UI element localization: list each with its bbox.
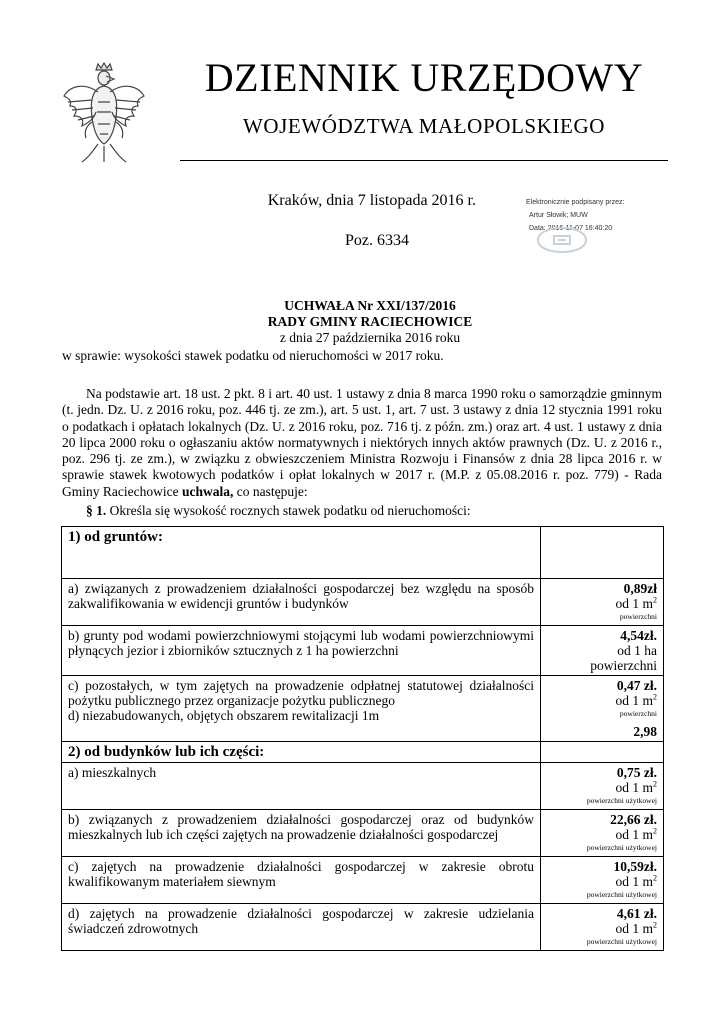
row-description: d) zajętych na prowadzenie działalności gospodarczej w zakresie udzielania świadczeń zdrowotnych <box>62 904 541 951</box>
row-unit-note: powierzchni użytkowej <box>586 843 657 852</box>
row-unit-note: powierzchni <box>619 612 657 621</box>
row-unit-note: powierzchni <box>619 709 657 718</box>
resolution-heading <box>220 298 520 346</box>
row-amount: 10,59zł. <box>613 859 657 874</box>
journal-title: DZIENNIK URZĘDOWY <box>204 55 644 100</box>
resolution-number: UCHWAŁA Nr XXI/137/2016 <box>284 298 456 313</box>
paragraph-1-text: Określa się wysokość rocznych stawek podatku od nieruchomości: <box>106 503 471 518</box>
row-unit: od 1 m <box>615 874 653 889</box>
resolution-council: RADY GMINY RACIECHOWICE <box>267 314 473 329</box>
row-unit: od 1 ha <box>617 643 657 658</box>
section-1-header: 1) od gruntów: <box>68 529 164 545</box>
journal-subtitle: WOJEWÓDZTWA MAŁOPOLSKIEGO <box>242 114 606 138</box>
table-row <box>62 579 664 626</box>
row-description: b) związanych z prowadzeniem działalności gospodarczej oraz od budynków mieszkalnych lub ich części zajętych na prowadzenie działalności gospodarczej <box>62 810 541 857</box>
row-description-d: d) niezabudowanych, objętych obszarem rewitalizacji 1m <box>68 708 380 723</box>
row-description: b) grunty pod wodami powierzchniowymi stojącymi lub wodami powierzchniowymi płynących jezior i zbiorników sztucznych z 1 ha powierzchni <box>62 626 541 676</box>
table-section-header <box>62 527 664 579</box>
row-unit-note: powierzchni <box>590 658 657 673</box>
signature-label: Elektronicznie podpisany przez: <box>526 199 625 206</box>
legal-basis-paragraph <box>62 386 662 500</box>
coat-of-arms-eagle-icon <box>62 62 146 164</box>
row-unit-exponent: 2 <box>653 779 657 789</box>
tax-rates-table <box>61 526 664 951</box>
resolution-date: z dnia 27 października 2016 roku <box>279 330 461 345</box>
row-amount: 22,66 zł. <box>610 812 657 827</box>
row-amount: 0,47 zł. <box>616 678 657 693</box>
row-amount: 4,54zł. <box>620 628 657 643</box>
table-row <box>62 810 664 857</box>
signature-signer: Artur Słowik; MUW <box>529 212 588 219</box>
row-unit-note: powierzchni użytkowej <box>586 796 657 805</box>
row-amount: 4,61 zł. <box>616 906 657 921</box>
row-unit-exponent: 2 <box>653 873 657 883</box>
signature-date: Data: 2016-11-07 16:40:20 <box>529 225 613 232</box>
row-amount: 0,75 zł. <box>616 765 657 780</box>
section-2-header: 2) od budynków lub ich części: <box>68 744 265 760</box>
table-section-header <box>62 742 664 763</box>
legal-basis-text: Na podstawie art. 18 ust. 2 pkt. 8 i art. 40 ust. 1 ustawy z dnia 8 marca 1990 roku o samorządzie gminnym (t. jedn. Dz. U. z 2016 roku, poz. 446 tj. ze zm.), art. 5 ust. 1, art. 7 ust. 3 ustawy z dnia 12 stycznia 1991 roku o podatkach i opłatach lokalnych (Dz. U. z 2016 roku, poz. 716 tj. z późn. zm.) oraz art. 4 ust. 1 ustawy z dnia 20 lipca 2000 roku o ogłaszaniu aktów normatywnych i niektórych innych aktów prawnych (Dz. U. z 2016 r., poz. 296 tj. ze zm.), w związku z obwieszczeniem Ministra Rozwoju i Finansów z dnia 28 lipca 2016 r. w sprawie stawek kwotowych podatków i opłat lokalnych w 2017 r. (M.P. z 05.08.2016 r. poz. 779) - Rada Gminy Raciechowice <box>62 386 662 499</box>
row-unit: od 1 m <box>615 693 653 708</box>
row-unit: od 1 m <box>615 921 653 936</box>
table-row <box>62 857 664 904</box>
place-and-date: Kraków, dnia 7 listopada 2016 r. <box>267 192 476 209</box>
row-amount: 0,89zł <box>623 581 657 596</box>
row-unit-note: powierzchni użytkowej <box>586 890 657 899</box>
row-amount-d: 2,98 <box>633 724 657 739</box>
row-unit-exponent: 2 <box>653 692 657 702</box>
row-description: a) mieszkalnych <box>62 763 541 810</box>
resolves-tail: co następuje: <box>233 483 308 499</box>
resolution-subject: w sprawie: wysokości stawek podatku od nieruchomości w 2017 roku. <box>62 348 444 363</box>
row-unit-exponent: 2 <box>653 826 657 836</box>
row-description: c) pozostałych, w tym zajętych na prowadzenie odpłatnej statutowej działalności pożytku publicznego przez organizacje pożytku publicznego <box>68 678 534 708</box>
paragraph-1-label: § 1. <box>86 503 107 518</box>
row-description: a) związanych z prowadzeniem działalności gospodarczej bez względu na sposób zakwalifikowania w ewidencji gruntów i budynków <box>62 579 541 626</box>
row-unit-exponent: 2 <box>653 920 657 930</box>
table-row <box>62 763 664 810</box>
table-row <box>62 904 664 951</box>
row-unit-exponent: 2 <box>653 595 657 605</box>
paragraph-1 <box>86 503 471 519</box>
row-unit-note: powierzchni użytkowej <box>586 937 657 946</box>
row-unit: od 1 m <box>615 596 653 611</box>
table-row <box>62 626 664 676</box>
resolves-word: uchwala, <box>181 483 234 499</box>
table-row <box>62 676 664 742</box>
row-unit: od 1 m <box>615 827 653 842</box>
row-unit: od 1 m <box>615 780 653 795</box>
signature-verification-icon <box>532 226 592 254</box>
position-number: Poz. 6334 <box>345 232 409 249</box>
masthead-divider <box>180 160 668 161</box>
row-description: c) zajętych na prowadzenie działalności gospodarczej w zakresie obrotu kwalifikowanym materiałem siewnym <box>62 857 541 904</box>
